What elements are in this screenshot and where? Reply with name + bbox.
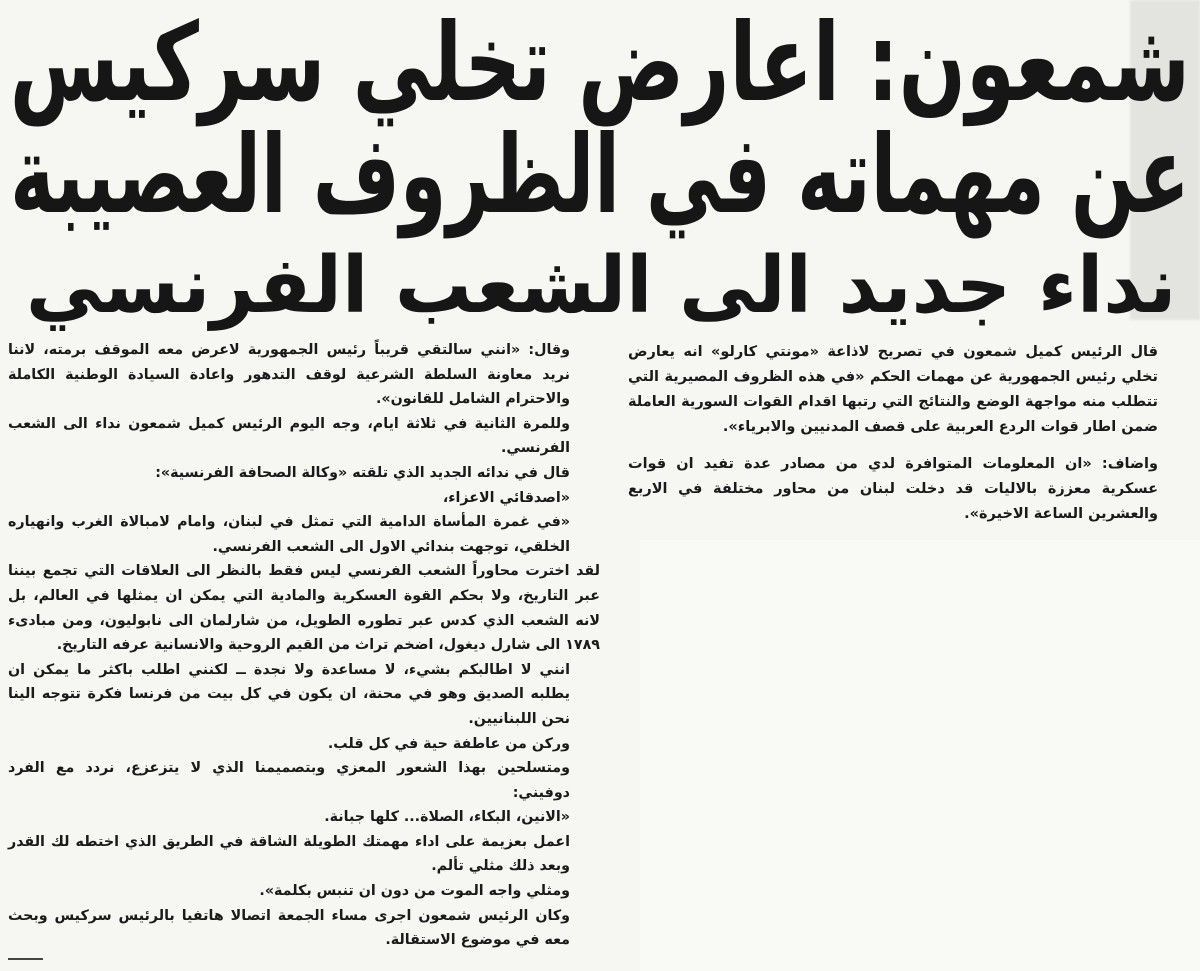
paragraph: «اصدقائي الاعزاء، <box>442 489 570 506</box>
paragraph: ومتسلحين بهذا الشعور المعزي وبتصميمنا الذي لا يتزعزع، نردد مع الفرد دوفيني: <box>8 760 570 801</box>
paragraph: لقد اخترت محاوراً الشعب الفرنسي ليس فقط بالنظر الى العلاقات التي تجمع بيننا عبر التاريخ، ولا بحكم القوة العسكرية والمادية التي يمكن ان يمثلها في العالم، بل لانه الشعب الذي كدس عبر تطوره الطويل، من شارلمان الى نابوليون، ومن مبادىء ١٧٨٩ الى شارل ديغول، اضخم تراث من القيم الروحية والانسانية عرفه التاريخ. <box>8 563 600 654</box>
paragraph: ومثلي واجه الموت من دون ان تنبس بكلمة». <box>259 883 570 900</box>
paragraph: قال الرئيس كميل شمعون في تصريح لاذاعة «مونتي كارلو» انه يعارض تخلي رئيس الجمهورية عن مهمات الحكم «في هذه الظروف المصيرية التي تتطلب منه مواجهة الوضع والنتائج التي رتبها اقدام القوات السورية العاملة ضمن اطار قوات الردع العربية على قصف المدنيين والابرياء». <box>628 344 1158 435</box>
paragraph: وللمرة الثانية في ثلاثة ايام، وجه اليوم الرئيس كميل شمعون نداء الى الشعب الفرنسي. <box>8 415 570 457</box>
paragraph: «في غمرة المأساة الدامية التي تمثل في لبنان، وامام لامبالاة الغرب وانهياره الخلقي، توجهت بندائي الاول الى الشعب الفرنسي. <box>8 514 570 555</box>
paragraph: قال في ندائه الجديد الذي تلقته «وكالة الصحافة الفرنسية»: <box>155 464 570 481</box>
subheadline: نداء جديد الى الشعب الفرنسي <box>25 241 1176 331</box>
paragraph: واضاف: «ان المعلومات المتوافرة لدي من مصادر عدة تفيد ان قوات عسكرية معززة بالاليات قد دخلت لبنان من محاور مختلفة في الاربع والعشرين الساعة الاخيرة». <box>628 456 1158 522</box>
column-end-rule <box>8 958 43 960</box>
headline-line-2: عن مهماته في الظروف العصيبة <box>10 113 1190 238</box>
headline-line-1: شمعون: اعارض تخلي سركيس <box>9 1 1190 126</box>
paragraph: «الانين، البكاء، الصلاة... كلها جبانة. <box>324 809 570 826</box>
paragraph: اعمل بعزيمة على اداء مهمتك الطويلة الشاقة في الطريق الذي اختطه لك القدر وبعد ذلك مثلي تألم. <box>8 833 570 875</box>
paragraph: وكان الرئيس شمعون اجرى مساء الجمعة اتصالا هاتفيا بالرئيس سركيس وبحث معه في موضوع الاستقالة. <box>8 907 570 949</box>
paragraph: انني لا اطالبكم بشيء، لا مساعدة ولا نجدة ــ لكنني اطلب باكثر ما يمكن ان يطلبه الصديق وهو في محنة، ان يكون في كل بيت من فرنسا فكرة تتوجه الينا نحن اللبنانيين. <box>8 661 570 727</box>
right-column <box>628 340 1188 527</box>
left-column <box>8 338 600 953</box>
blank-area <box>640 540 1200 971</box>
paragraph: وركن من عاطفة حية في كل قلب. <box>327 735 570 752</box>
paragraph: وقال: «انني سالتقي قريباً رئيس الجمهورية لاعرض معه الموقف برمته، لاننا نريد معاونة السلطة الشرعية لوقف التدهور واعادة السيادة الوطنية الكاملة والاحترام الشامل للقانون». <box>8 342 570 408</box>
